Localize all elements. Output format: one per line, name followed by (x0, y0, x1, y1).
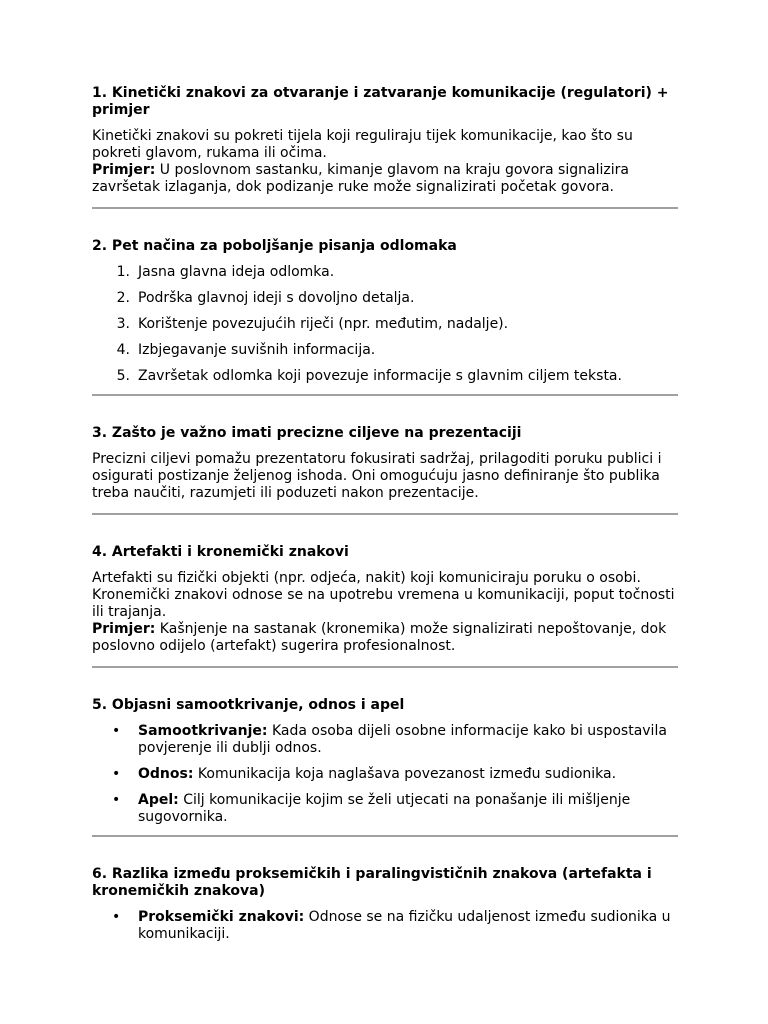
section-6 (92, 866, 678, 943)
section-heading: 4. Artefakti i kronemički znakovi (92, 544, 349, 560)
example-label: Primjer: (92, 162, 156, 178)
section-heading: 2. Pet načina za poboljšanje pisanja odlomaka (92, 238, 457, 254)
section-heading: 6. Razlika između proksemičkih i paralingvističnih znakova (artefakta i kronemičkih znakova) (92, 866, 652, 899)
document-content (92, 85, 678, 952)
example-text: Kašnjenje na sastanak (kronemika) može signalizirati nepoštovanje, dok poslovno odijelo (artefakt) sugerira profesionalnost. (92, 621, 667, 654)
example-text: U poslovnom sastanku, kimanje glavom na kraju govora signalizira završetak izlaganja, dok podizanje ruke može signalizirati početak govora. (92, 162, 629, 195)
section-divider (92, 207, 678, 209)
list-item: 4. Izbjegavanje suvišnih informacija. (116, 342, 376, 358)
term: Apel: (138, 792, 179, 808)
bullet-icon: • (112, 909, 121, 925)
list-item: • Proksemički znakovi: Odnose se na fizičku udaljenost između sudionika u komunikaciji. (112, 909, 671, 942)
list-item: 1. Jasna glavna ideja odlomka. (116, 264, 335, 280)
section-4 (92, 544, 678, 655)
list-item: • Odnos: Komunikacija koja naglašava povezanost između sudionika. (112, 766, 617, 782)
section-heading: 1. Kinetički znakovi za otvaranje i zatvaranje komunikacije (regulatori) + primjer (92, 85, 669, 118)
section-divider (92, 666, 678, 668)
section-heading: 3. Zašto je važno imati precizne ciljeve na prezentaciji (92, 425, 522, 441)
section-divider (92, 394, 678, 396)
section-paragraph: Kinetički znakovi su pokreti tijela koji reguliraju tijek komunikacije, kao što su pokreti glavom, rukama ili očima. Primjer: U poslovnom sastanku, kimanje glavom na kraju govora signalizira završetak izlaganja, dok podizanje ruke može signalizirati početak govora. (92, 128, 633, 195)
section-divider (92, 513, 678, 515)
example-label: Primjer: (92, 621, 156, 637)
list-item: 3. Korištenje povezujućih riječi (npr. međutim, nadalje). (116, 316, 509, 332)
section-paragraph: Artefakti su fizički objekti (npr. odjeća, nakit) koji komuniciraju poruku o osobi. Kronemički znakovi odnose se na upotrebu vremena u komunikaciji, poput točnosti ili trajanja. Primjer: Kašnjenje na sastanak (kronemika) može signalizirati nepoštovanje, dok poslovno odijelo (artefakt) sugerira profesionalnost. (92, 570, 675, 654)
list-item: • Apel: Cilj komunikacije kojim se želi utjecati na ponašanje ili mišljenje sugovornika. (112, 792, 631, 825)
bullet-icon: • (112, 723, 121, 739)
section-5 (92, 697, 678, 826)
list-item: 2. Podrška glavnoj ideji s dovoljno detalja. (116, 290, 415, 306)
section-1 (92, 85, 678, 196)
bullet-list (92, 909, 678, 943)
section-divider (92, 835, 678, 837)
term: Proksemički znakovi: (138, 909, 305, 925)
term: Samootkrivanje: (138, 723, 268, 739)
bullet-icon: • (112, 792, 121, 808)
list-item: 5. Završetak odlomka koji povezuje informacije s glavnim ciljem teksta. (116, 368, 622, 384)
term: Odnos: (138, 766, 194, 782)
numbered-list (92, 264, 678, 385)
bullet-list (92, 723, 678, 826)
section-2 (92, 238, 678, 385)
section-heading: 5. Objasni samootkrivanje, odnos i apel (92, 697, 405, 713)
section-paragraph: Precizni ciljevi pomažu prezentatoru fokusirati sadržaj, prilagoditi poruku publici i osigurati postizanje željenog ishoda. Oni omogućuju jasno definiranje što publika treba naučiti, razumjeti ili poduzeti nakon prezentacije. (92, 451, 662, 501)
section-3 (92, 425, 678, 502)
bullet-icon: • (112, 766, 121, 782)
list-item: • Samootkrivanje: Kada osoba dijeli osobne informacije kako bi uspostavila povjerenje ili dublji odnos. (112, 723, 667, 756)
